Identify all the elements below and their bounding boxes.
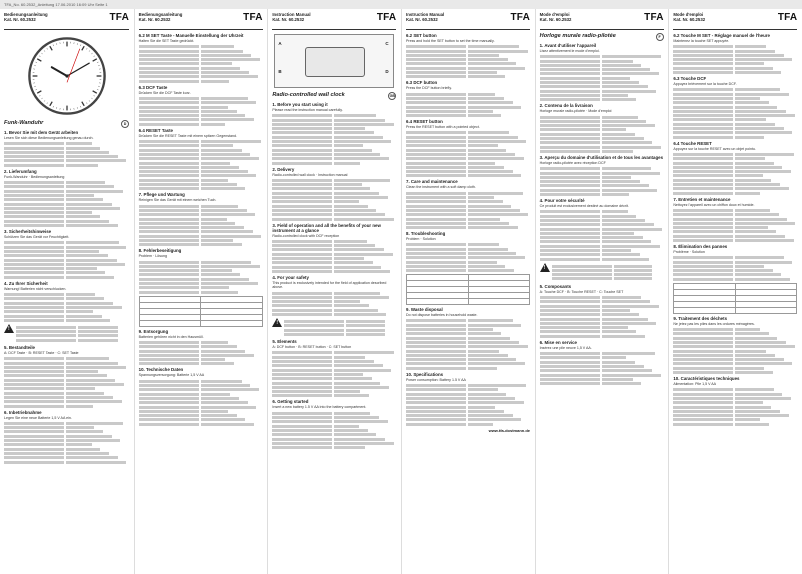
warning-block: [540, 263, 664, 282]
section-body-lines: [406, 319, 530, 369]
section-heading: 7. Entretien et maintenance: [673, 196, 731, 202]
troubleshooting-table: [139, 296, 263, 327]
section-body-lines: [4, 422, 129, 464]
website-link[interactable]: www.tfa-dostmann.de: [488, 427, 530, 433]
table-cell: [407, 299, 469, 305]
section-text: Press and hold the SET button to set the time manually.: [406, 39, 495, 43]
section-text: Ne jetez pas les piles dans les ordures ménagères.: [673, 321, 755, 326]
section-text: Batterien gehören nicht in den Hausmüll.: [138, 334, 204, 339]
section-text: Problem · Lösung: [138, 254, 168, 259]
battery-slot: [305, 47, 365, 77]
file-info-bar: TFA_No. 60.2532_Anleitung 17.06.2010 16:09 Uhr Seite 1: [0, 0, 802, 9]
section-heading: 2. Delivery: [272, 166, 295, 172]
section-body-lines: [139, 140, 263, 190]
section-body-lines: [673, 388, 797, 425]
section-text: Lesen Sie sich diese Bedienungsanleitung genau durch.: [4, 136, 94, 140]
section-body-lines: [272, 240, 396, 273]
section-heading: 6.2 M SET Taste - Manuelle Einstellung der Uhrzeit: [138, 33, 244, 38]
header-text: [540, 12, 572, 22]
tfa-logo: TFA: [510, 12, 530, 23]
manual-sheet: [0, 9, 802, 574]
section-text: A: Touche DCF · B: Touche RESET · C: Touche SET: [539, 289, 624, 294]
section-text: Funk-Wanduhr · Bedienungsanleitung: [4, 174, 65, 179]
section-heading: 6.4 Touche RESET: [673, 140, 712, 146]
section-heading: 8. Élimination des pannes: [673, 243, 728, 249]
section-body-lines: [272, 179, 396, 221]
table-cell: [139, 320, 201, 326]
section-text: Power consumption: Battery 1.5 V AA: [406, 377, 466, 382]
product-title: [540, 33, 664, 41]
section-body-lines: [139, 97, 263, 126]
section-body-lines: [540, 167, 664, 196]
section-heading: 9. Waste disposal: [406, 307, 443, 313]
section-body-lines: [139, 341, 263, 365]
section-body-lines: [540, 352, 664, 385]
section-body-lines: [272, 114, 396, 164]
section-body-lines: [406, 131, 530, 177]
section-heading: 2. Lieferumfang: [4, 168, 37, 174]
section-heading: 10. Specifications: [406, 371, 444, 377]
language-badge: F: [656, 33, 664, 41]
language-badge: GB: [389, 94, 396, 98]
section-body-lines: [272, 412, 396, 449]
warning-lines: [284, 320, 396, 337]
section-text: Appuyez sur la touche RESET avec un objet pointu.: [673, 146, 756, 151]
section-text: Do not dispose batteries in household waste.: [406, 313, 478, 318]
section-heading: 6.4 RESET Taste: [138, 127, 173, 133]
product-title-text: Horloge murale radio-pilotée: [539, 33, 616, 39]
table-cell: [735, 307, 797, 313]
section-text: Warnung! Batterien nicht verschlucken.: [4, 286, 67, 291]
section-body-lines: [406, 45, 530, 78]
section-text: Problème · Solution: [673, 249, 705, 254]
section-heading: 1. Bevor Sie mit dem Gerät arbeiten: [4, 130, 79, 135]
header-text: [4, 12, 48, 22]
section-body-lines: [4, 181, 129, 227]
battery-compartment-illustration: [274, 34, 394, 88]
section-text: Press the DCF button briefly.: [406, 86, 452, 91]
catalog-number: Kat. Nr. 60.2532: [4, 17, 36, 22]
section-heading: 3. Sicherheitshinweise: [4, 229, 52, 235]
section-text: Spannungsversorgung: Batterie 1,5 V AA: [138, 373, 205, 378]
section-text: Ce produit est exclusivement destiné au domaine décrit.: [539, 204, 629, 209]
troubleshooting-table: [673, 283, 797, 314]
section-body-lines: [540, 296, 664, 338]
warning-block: [4, 324, 129, 343]
product-title: [4, 120, 129, 128]
section-body-lines: [673, 328, 797, 374]
warning-icon: [540, 263, 550, 272]
section-heading: 2. Contenu de la livraison: [539, 103, 593, 109]
wall-clock-illustration: [27, 36, 107, 116]
section-heading: 6.2 SET button: [406, 33, 437, 38]
section-body-lines: [4, 293, 129, 322]
section-body-lines: [139, 205, 263, 247]
section-text: Reinigen Sie das Gerät mit einem weichen Tuch.: [138, 198, 217, 203]
section-heading: 7. Care and maintenance: [406, 179, 458, 185]
section-text: Please read the instruction manual carefully.: [272, 108, 343, 112]
section-text: Clean the instrument with a soft damp cloth.: [406, 185, 476, 190]
manual-column: [267, 9, 400, 574]
section-heading: 6.3 Touche DCF: [673, 76, 707, 82]
section-text: Insert a new battery 1.5 V AA into the battery compartment.: [272, 405, 367, 410]
section-body-lines: [139, 261, 263, 294]
product-title-text: Funk-Wanduhr: [4, 120, 44, 126]
section-heading: 9. Traitement des déchets: [673, 315, 728, 321]
section-heading: 5. Elements: [272, 339, 297, 345]
column-header: [540, 12, 664, 30]
warning-block: [272, 318, 396, 337]
manual-column: [0, 9, 133, 574]
section-text: This product is exclusively intended for the field of application described above.: [272, 280, 387, 290]
catalog-number: Kat. Nr. 60.2532: [272, 17, 305, 22]
section-text: Drücken Sie die RESET Taste mit einem spitzen Gegenstand.: [138, 133, 238, 138]
section-heading: 8. Fehlerbeseitigung: [138, 248, 182, 254]
header-title: Instruction Manual: [406, 12, 445, 17]
catalog-number: Kat. Nr. 60.2532: [406, 17, 438, 22]
tfa-logo: TFA: [376, 12, 397, 23]
section-body-lines: [272, 351, 396, 397]
section-body-lines: [673, 209, 797, 242]
header-title: Mode d'emploi: [673, 12, 704, 17]
manual-column: [401, 9, 534, 574]
section-body-lines: [673, 256, 797, 280]
header-title: Bedienungsanleitung: [138, 12, 183, 17]
section-body-lines: [4, 142, 129, 166]
section-heading: 4. For your safety: [272, 274, 309, 280]
section-body-lines: [406, 243, 530, 272]
column-header: [4, 12, 129, 30]
section-text: Halten Sie die SET Taste gedrückt.: [138, 39, 195, 43]
manual-column: [535, 9, 668, 574]
column-header: [406, 12, 530, 30]
section-text: Horloge murale radio-pilotée · Mode d'emploi: [539, 109, 612, 114]
table-cell: [468, 299, 530, 305]
warning-icon: [272, 318, 282, 327]
section-body-lines: [406, 93, 530, 117]
catalog-number: Kat. Nr. 60.2532: [138, 17, 171, 22]
tfa-logo: TFA: [243, 12, 263, 23]
section-heading: 3. Aperçu du domaine d'utilisation et de tous les avantages: [539, 154, 664, 160]
section-text: Appuyez brièvement sur la touche DCF.: [673, 82, 737, 87]
section-text: Drücken Sie die DCF Taste kurz.: [138, 90, 191, 95]
section-body-lines: [272, 292, 396, 316]
section-heading: 3. Field of operation and all the benefits of your new instrument at a glance: [272, 222, 381, 233]
section-heading: 6. Inbetriebnahme: [4, 409, 42, 415]
header-text: [139, 12, 183, 22]
language-badge: D: [121, 120, 129, 128]
section-body-lines: [139, 45, 263, 82]
header-text: [406, 12, 444, 22]
section-heading: 1. Before you start using it: [272, 102, 328, 107]
section-text: Press the RESET button with a pointed object.: [406, 125, 480, 130]
section-body-lines: [540, 55, 664, 101]
manual-column: [134, 9, 267, 574]
tfa-logo: TFA: [644, 12, 664, 23]
section-text: Nettoyez l'appareil avec un chiffon doux et humide.: [673, 202, 755, 207]
section-heading: 5. Composants: [539, 283, 572, 289]
section-heading: 10. Technische Daten: [138, 367, 184, 373]
part-label: D: [385, 69, 389, 74]
section-body-lines: [4, 241, 129, 278]
product-title-text: Radio-controlled wall clock: [272, 92, 345, 98]
section-body-lines: [406, 192, 530, 229]
section-heading: 6. Mise en service: [539, 339, 578, 345]
part-label: C: [385, 41, 389, 46]
header-title: Mode d'emploi: [539, 12, 570, 17]
section-text: Radio-controlled wall clock · Instruction manual: [272, 172, 348, 177]
header-title: Instruction Manual: [272, 12, 311, 17]
manual-column: [668, 9, 801, 574]
section-heading: 1. Avant d'utiliser l'appareil: [539, 43, 597, 48]
warning-icon: [4, 324, 14, 333]
warning-lines: [552, 265, 664, 282]
tfa-logo: TFA: [777, 12, 798, 23]
section-text: Alimentation: Pile 1,5 V AA: [673, 382, 717, 387]
column-header: [673, 12, 797, 30]
section-body-lines: [406, 384, 530, 426]
section-heading: 5. Bestandteile: [4, 344, 35, 350]
section-text: Schützen Sie das Gerät vor Feuchtigkeit.: [4, 235, 70, 240]
section-text: Radio-controlled clock with DCF reception: [272, 233, 340, 238]
section-heading: 6.3 DCF Taste: [138, 84, 168, 90]
tfa-logo: TFA: [109, 12, 129, 23]
section-heading: 4. Zu Ihrer Sicherheit: [4, 280, 48, 286]
section-text: A: DCF Taste · B: RESET Taste · C: SET Taste: [4, 350, 79, 355]
section-heading: 6. Getting started: [272, 399, 309, 405]
catalog-number: Kat. Nr. 60.2532: [539, 17, 572, 22]
catalog-number: Kat. Nr. 60.2532: [673, 17, 706, 22]
table-cell: [674, 307, 736, 313]
section-heading: 9. Entsorgung: [138, 328, 169, 334]
header-text: [272, 12, 310, 22]
part-label: B: [278, 69, 282, 74]
section-heading: 6.2 Touche M SET - Réglage manuel de l'heure: [673, 33, 770, 38]
header-text: [673, 12, 705, 22]
section-heading: 4. Pour votre sécurité: [539, 198, 585, 204]
header-title: Bedienungsanleitung: [4, 12, 48, 17]
section-text: Insérez une pile neuve 1,5 V AA.: [539, 345, 592, 350]
section-heading: 6.4 RESET button: [406, 119, 443, 125]
troubleshooting-table: [406, 274, 530, 305]
section-heading: 7. Pflege und Wartung: [138, 192, 185, 198]
section-body-lines: [540, 210, 664, 260]
section-body-lines: [139, 380, 263, 426]
section-text: Maintenez la touche SET appuyée.: [673, 39, 730, 43]
warning-lines: [16, 326, 129, 343]
section-heading: 8. Troubleshooting: [406, 231, 446, 237]
product-title: [272, 92, 396, 100]
section-heading: 6.3 DCF button: [406, 80, 438, 86]
section-text: Lisez attentivement le mode d'emploi.: [539, 49, 600, 53]
section-text: Problem · Solution: [406, 237, 436, 242]
column-header: [272, 12, 396, 30]
section-text: A: DCF button · B: RESET button · C: SET button: [272, 345, 352, 350]
table-cell: [201, 320, 263, 326]
part-label: A: [278, 41, 282, 46]
section-body-lines: [4, 357, 129, 407]
section-body-lines: [673, 153, 797, 195]
section-text: Horloge radio-pilotée avec réception DCF: [539, 160, 606, 165]
section-body-lines: [540, 116, 664, 153]
section-heading: 10. Caractéristiques techniques: [673, 376, 740, 382]
column-header: [139, 12, 263, 30]
section-body-lines: [673, 45, 797, 74]
section-text: Legen Sie eine neue Batterie 1,5 V AA ein.: [4, 415, 72, 420]
section-body-lines: [673, 88, 797, 138]
